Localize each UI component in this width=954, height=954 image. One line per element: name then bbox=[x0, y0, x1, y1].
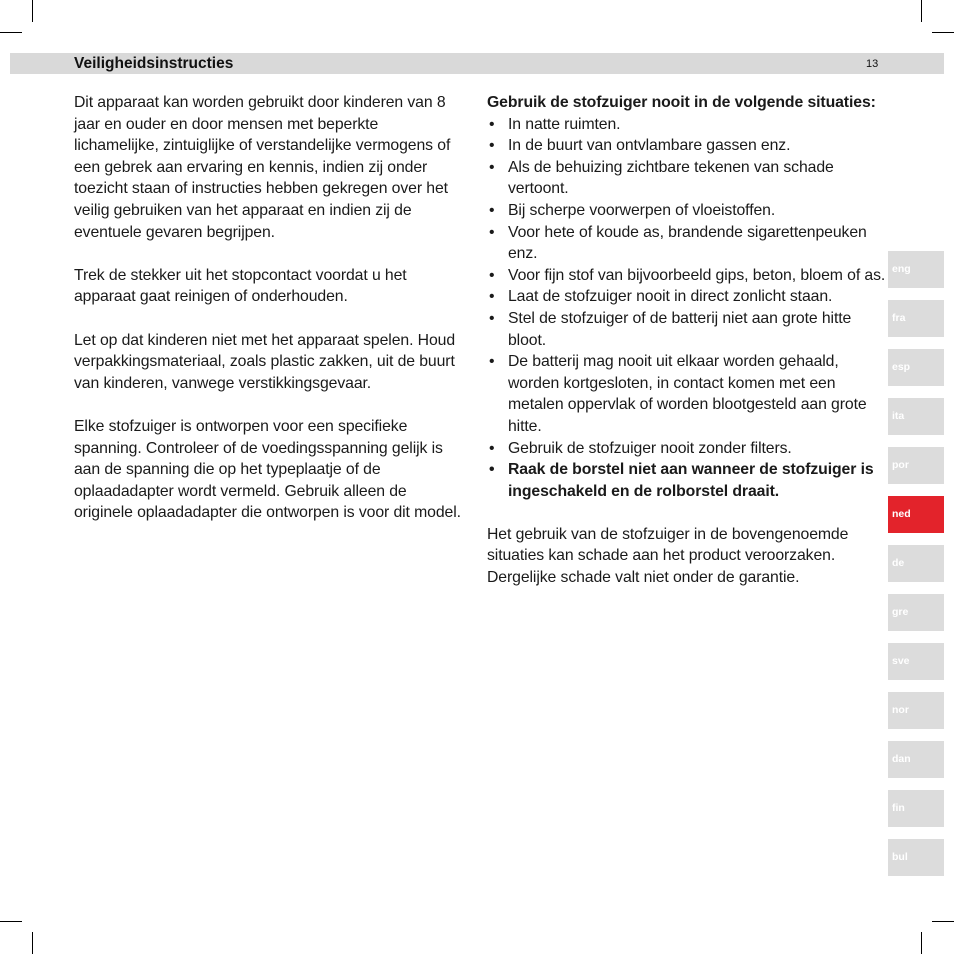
crop-mark bbox=[32, 0, 33, 22]
list-item: • Gebruik de stofzuiger nooit zonder filters. bbox=[487, 438, 887, 460]
bullet-icon: • bbox=[489, 288, 495, 306]
list-item-warning: • Raak de borstel niet aan wanneer de stofzuiger is ingeschakeld en de rolborstel draait. bbox=[489, 461, 874, 500]
paragraph: Elke stofzuiger is ontworpen voor een specifieke spanning. Controleer of de voedingsspanning gelijk is aan de spanning die op het typeplaatje of de oplaadadapter wordt vermeld. Gebruik alleen de originele oplaadadapter die ontworpen is voor dit model. bbox=[74, 417, 461, 522]
bullet-list bbox=[487, 114, 887, 503]
list-item: • In natte ruimten. bbox=[487, 114, 887, 136]
list-item: • In de buurt van ontvlambare gassen enz. bbox=[487, 135, 887, 157]
lang-tab-de[interactable]: de bbox=[888, 545, 944, 582]
bullet-icon: • bbox=[489, 201, 495, 219]
crop-mark bbox=[0, 32, 22, 33]
crop-mark bbox=[921, 932, 922, 954]
crop-mark bbox=[921, 0, 922, 22]
lang-tab-por[interactable]: por bbox=[888, 447, 944, 484]
bullet-icon: • bbox=[489, 158, 495, 176]
bullet-icon: • bbox=[489, 223, 495, 241]
crop-mark bbox=[932, 921, 954, 922]
lang-tab-gre[interactable]: gre bbox=[888, 594, 944, 631]
bullet-icon: • bbox=[489, 353, 495, 371]
lang-tab-esp[interactable]: esp bbox=[888, 349, 944, 386]
bullet-icon: • bbox=[489, 266, 495, 284]
crop-mark bbox=[0, 921, 22, 922]
list-item: • Voor hete of koude as, brandende sigarettenpeuken enz. bbox=[489, 223, 867, 263]
lang-tab-eng[interactable]: eng bbox=[888, 251, 944, 288]
list-item: • Bij scherpe voorwerpen of vloeistoffen. bbox=[487, 200, 887, 222]
page-title: Veiligheidsinstructies bbox=[74, 55, 234, 72]
section-heading: Gebruik de stofzuiger nooit in de volgende situaties: bbox=[487, 94, 876, 111]
crop-mark bbox=[932, 32, 954, 33]
bullet-icon: • bbox=[489, 115, 495, 133]
page-number: 13 bbox=[866, 58, 879, 70]
lang-tab-nor[interactable]: nor bbox=[888, 692, 944, 729]
closing-paragraph: Het gebruik van de stofzuiger in de bovengenoemde situaties kan schade aan het product veroorzaken. Dergelijke schade valt niet onder de garantie. bbox=[487, 525, 849, 587]
lang-tab-bul[interactable]: bul bbox=[888, 839, 944, 876]
paragraph: Let op dat kinderen niet met het apparaat spelen. Houd verpakkingsmateriaal, zoals plastic zakken, uit de buurt van kinderen, vanwege verstikkingsgevaar. bbox=[74, 331, 456, 392]
lang-tab-dan[interactable]: dan bbox=[888, 741, 944, 778]
list-item: • Als de behuizing zichtbare tekenen van schade vertoont. bbox=[489, 158, 834, 198]
bullet-icon: • bbox=[489, 137, 495, 155]
paragraph: Dit apparaat kan worden gebruikt door kinderen van 8 jaar en ouder en door mensen met beperkte lichamelijke, zintuiglijke of verstandelijke vermogens of een gebrek aan ervaring en kennis, indien zij onder toezicht staan of instructies hebben gekregen over het veilig gebruiken van het apparaat en indien zij de eventuele gevaren begrijpen. bbox=[74, 94, 451, 241]
list-item: • Laat de stofzuiger nooit in direct zonlicht staan. bbox=[487, 286, 887, 308]
list-item: • Stel de stofzuiger of de batterij niet aan grote hitte bloot. bbox=[489, 309, 852, 349]
list-item: • De batterij mag nooit uit elkaar worden gehaald, worden kortgesloten, in contact komen met een metalen oppervlak of worden blootgesteld aan grote hitte. bbox=[489, 353, 867, 435]
lang-tab-sve[interactable]: sve bbox=[888, 643, 944, 680]
list-item: • Voor fijn stof van bijvoorbeeld gips, beton, bloem of as. bbox=[487, 265, 887, 287]
lang-tab-ned[interactable]: ned bbox=[888, 496, 944, 533]
right-column bbox=[487, 92, 887, 589]
lang-tab-fra[interactable]: fra bbox=[888, 300, 944, 337]
bullet-icon: • bbox=[489, 461, 495, 479]
lang-tab-ita[interactable]: ita bbox=[888, 398, 944, 435]
bullet-icon: • bbox=[489, 439, 495, 457]
left-column bbox=[74, 92, 466, 545]
paragraph: Trek de stekker uit het stopcontact voordat u het apparaat gaat reinigen of onderhouden. bbox=[74, 266, 407, 306]
bullet-icon: • bbox=[489, 309, 495, 327]
crop-mark bbox=[32, 932, 33, 954]
lang-tab-fin[interactable]: fin bbox=[888, 790, 944, 827]
